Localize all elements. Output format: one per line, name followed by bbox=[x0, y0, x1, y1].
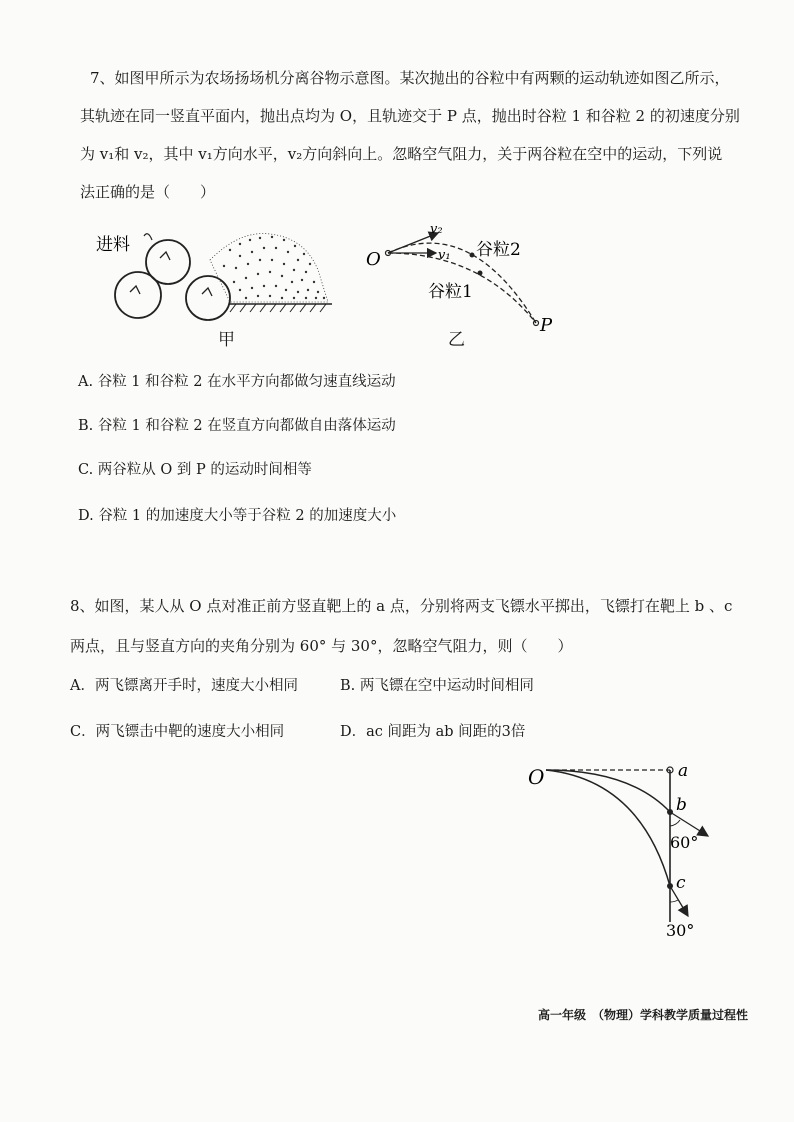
point-c-label: c bbox=[676, 873, 686, 893]
q7-option-a[interactable]: A. 谷粒 1 和谷粒 2 在水平方向都做匀速直线运动 bbox=[78, 374, 396, 390]
page-footer: 高一年级 （物理）学科教学质量过程性 bbox=[538, 1008, 749, 1022]
fig-yi-caption: 乙 bbox=[448, 330, 465, 350]
grain2-label: 谷粒2 bbox=[476, 240, 521, 260]
fig-jia-caption: 甲 bbox=[218, 330, 235, 350]
point-b-label: b bbox=[676, 795, 687, 815]
q7-stem-line-2: 其轨迹在同一竖直平面内，抛出点均为 O，且轨迹交于 P 点，抛出时谷粒 1 和谷粒 2 的初速度分别 bbox=[80, 107, 740, 125]
roller-right bbox=[186, 276, 230, 320]
q8-option-b[interactable]: B. 两飞镖在空中运动时间相同 bbox=[340, 678, 534, 694]
q8-option-d[interactable]: D．ac 间距为 ab 间距的3倍 bbox=[340, 724, 526, 740]
angle-b-label: 60° bbox=[670, 833, 699, 852]
point-a-label: a bbox=[678, 761, 689, 781]
point-O-label: O bbox=[528, 765, 545, 789]
grain1-dot bbox=[478, 271, 483, 276]
q7-option-d[interactable]: D. 谷粒 1 的加速度大小等于谷粒 2 的加速度大小 bbox=[78, 508, 397, 524]
roller-left bbox=[115, 272, 161, 318]
grain2-dot bbox=[470, 253, 475, 258]
trajectory-c bbox=[546, 770, 670, 886]
q7-stem-line-3: 为 v₁和 v₂，其中 v₁方向水平，v₂方向斜向上。忽略空气阻力，关于两谷粒在空中的运动，下列说 bbox=[80, 145, 723, 163]
v2-label: v₂ bbox=[430, 222, 443, 237]
q7-figure-yi bbox=[360, 215, 580, 335]
angle-c-label: 30° bbox=[666, 921, 695, 940]
q7-option-c[interactable]: C. 两谷粒从 O 到 P 的运动时间相等 bbox=[78, 462, 312, 478]
v1-label: v₁ bbox=[438, 248, 451, 263]
q7-stem-line-1: 7、如图甲所示为农场扬场机分离谷物示意图。某次抛出的谷粒中有两颗的运动轨迹如图乙所示， bbox=[90, 69, 730, 87]
q8-option-a[interactable]: A．两飞镖离开手时，速度大小相同 bbox=[70, 678, 298, 694]
point-O-label: O bbox=[366, 249, 381, 270]
q8-stem-line-2: 两点，且与竖直方向的夹角分别为 60° 与 30°，忽略空气阻力，则（ ） bbox=[70, 637, 573, 655]
feed-label: 进料 bbox=[96, 235, 130, 255]
q8-figure bbox=[520, 750, 730, 940]
q8-option-c[interactable]: C．两飞镖击中靶的速度大小相同 bbox=[70, 724, 285, 740]
point-P-label: P bbox=[540, 315, 553, 335]
q8-stem-line-1: 8、如图，某人从 O 点对准正前方竖直靶上的 a 点，分别将两支飞镖水平掷出，飞镖打在靶上 b 、c bbox=[70, 597, 733, 615]
q7-stem-line-4: 法正确的是（ ） bbox=[80, 183, 216, 201]
grain1-label: 谷粒1 bbox=[428, 282, 473, 302]
q7-option-b[interactable]: B. 谷粒 1 和谷粒 2 在竖直方向都做自由落体运动 bbox=[78, 418, 396, 434]
q7-figure-jia bbox=[90, 220, 350, 330]
grain-pile bbox=[223, 236, 325, 299]
